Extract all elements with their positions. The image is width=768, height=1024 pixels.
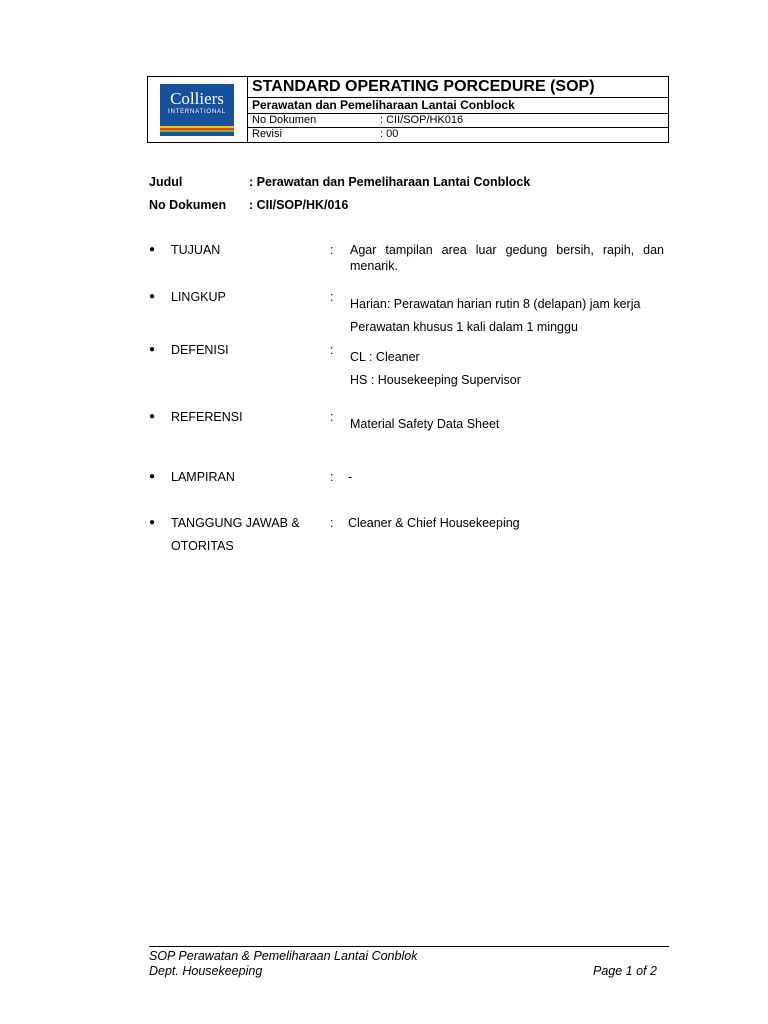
- bullet: ●: [149, 517, 156, 528]
- bullet: ●: [149, 471, 156, 482]
- bullet: ●: [149, 291, 156, 302]
- section-text: Cleaner & Chief Housekeeping: [348, 516, 520, 530]
- section-text: HS : Housekeeping Supervisor: [350, 373, 521, 387]
- section-label: TUJUAN: [171, 243, 221, 257]
- header-docno-row: [247, 114, 668, 128]
- section-label: TANGGUNG JAWAB &: [171, 516, 300, 530]
- section-colon: :: [330, 243, 334, 257]
- section-colon: :: [330, 343, 334, 357]
- section-label: LAMPIRAN: [171, 470, 235, 484]
- document-subtitle: Perawatan dan Pemeliharaan Lantai Conblock: [252, 98, 515, 112]
- section-colon: :: [330, 470, 334, 484]
- footer-divider: [149, 946, 669, 947]
- doc-no-label: No Dokumen: [252, 114, 317, 126]
- judul-value: : Perawatan dan Pemeliharaan Lantai Conblock: [249, 175, 531, 189]
- section-colon: :: [330, 410, 334, 424]
- section-text: Perawatan khusus 1 kali dalam 1 minggu: [350, 320, 578, 334]
- section-text: -: [348, 470, 353, 484]
- section-text: Agar tampilan area luar gedung bersih, rapih, dan menarik.: [350, 243, 664, 273]
- no-dokumen-value: : CII/SOP/HK/016: [249, 198, 349, 212]
- header-title-row: [247, 77, 668, 98]
- section-label: OTORITAS: [171, 539, 234, 553]
- document-title: STANDARD OPERATING PORCEDURE (SOP): [252, 78, 595, 95]
- section-label: REFERENSI: [171, 410, 243, 424]
- revisi-label: Revisi: [252, 128, 282, 140]
- footer-title: SOP Perawatan & Pemeliharaan Lantai Conblok: [149, 949, 418, 963]
- section-text: Material Safety Data Sheet: [350, 417, 500, 431]
- footer-page-number: Page 1 of 2: [593, 964, 657, 978]
- colliers-logo: [160, 84, 234, 136]
- section-text: CL : Cleaner: [350, 350, 420, 364]
- sop-header-table: [147, 76, 669, 143]
- bullet: ●: [149, 344, 156, 355]
- revisi-value: : 00: [380, 128, 399, 140]
- section-colon: :: [330, 516, 334, 530]
- doc-no-value: : CII/SOP/HK016: [380, 114, 464, 126]
- logo-sub: INTERNATIONAL: [168, 109, 226, 115]
- section-text: Harian: Perawatan harian rutin 8 (delapan) jam kerja: [350, 297, 641, 311]
- bullet: ●: [149, 244, 156, 255]
- header-revisi-row: [247, 128, 668, 142]
- logo-brand: Colliers: [170, 89, 224, 108]
- header-subtitle-row: [247, 98, 668, 114]
- bullet: ●: [149, 411, 156, 422]
- logo-cell: [148, 77, 248, 142]
- footer-department: Dept. Housekeeping: [149, 964, 263, 978]
- section-label: LINGKUP: [171, 290, 226, 304]
- judul-label: Judul: [149, 175, 183, 189]
- section-colon: :: [330, 290, 334, 304]
- logo-color-bars: [160, 126, 234, 134]
- section-label: DEFENISI: [171, 343, 229, 357]
- no-dokumen-label: No Dokumen: [149, 198, 227, 212]
